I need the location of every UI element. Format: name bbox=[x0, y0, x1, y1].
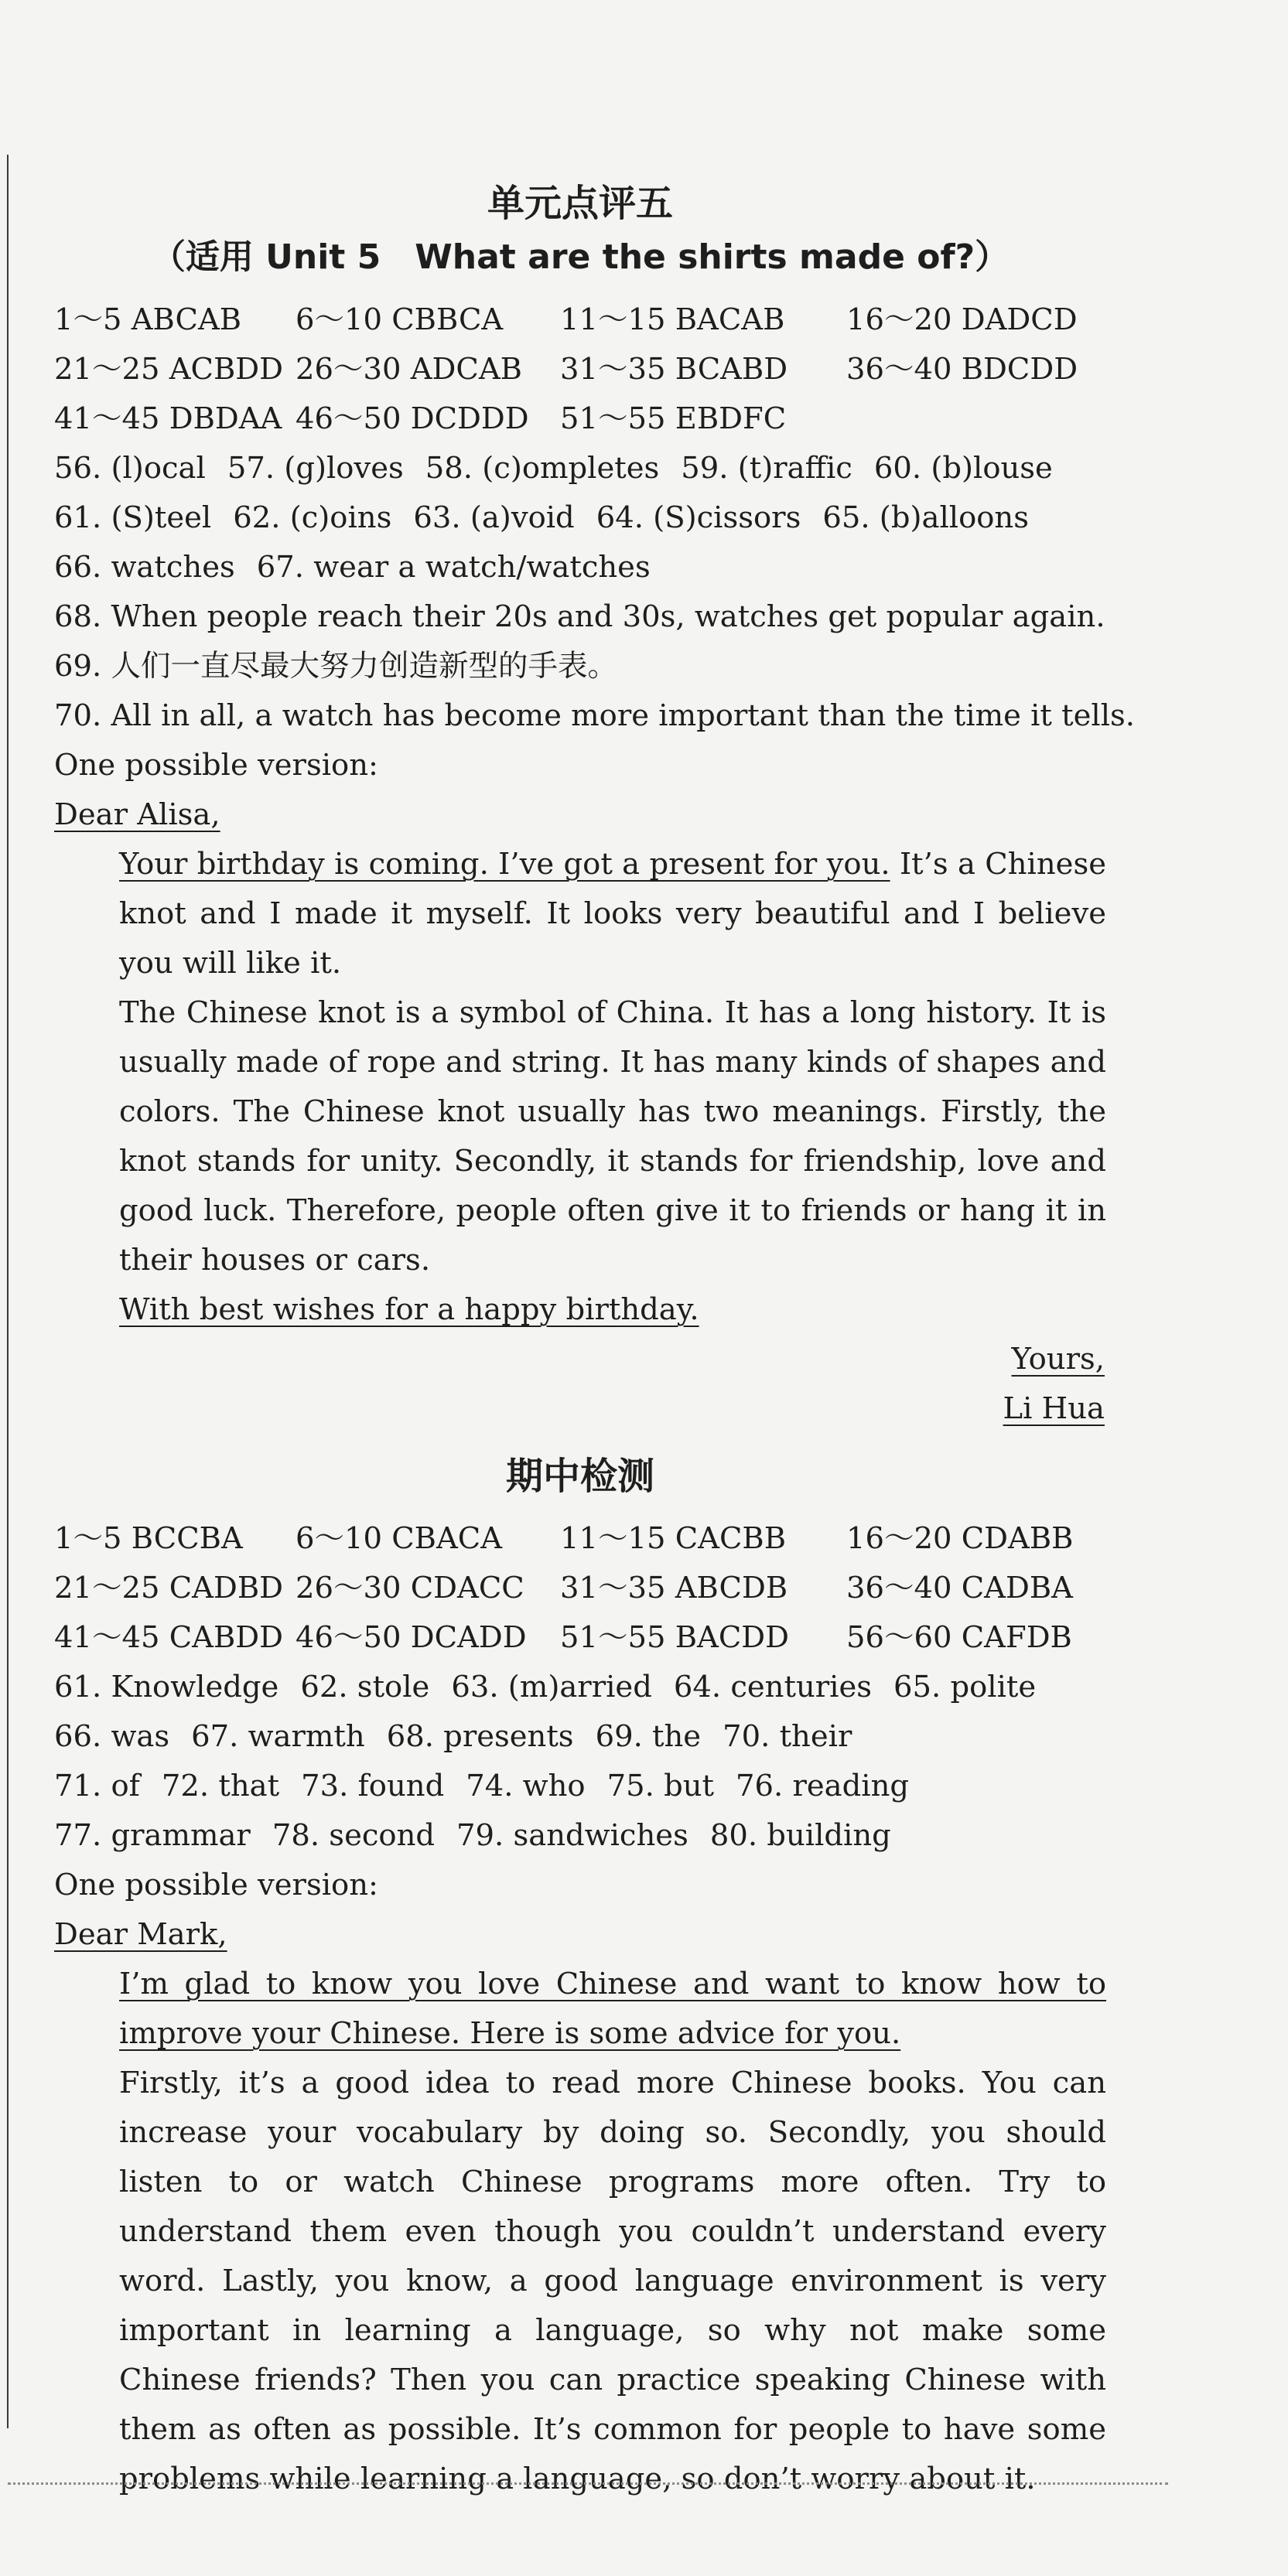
choice-answer: 6～10 CBBCA bbox=[296, 302, 504, 337]
choice-answer: 16～20 CDABB bbox=[846, 1521, 1074, 1556]
answer-70: 70. All in all, a watch has become more important than the time it tells. bbox=[54, 698, 1135, 733]
unit5-choice-row bbox=[54, 394, 1106, 444]
fill-answer: 58. (c)ompletes bbox=[425, 451, 660, 486]
choice-answer: 21～25 CADBD bbox=[54, 1571, 284, 1605]
midterm-fill-row bbox=[54, 1762, 1106, 1811]
fill-answer: 78. second bbox=[272, 1818, 436, 1853]
choice-answer: 26～30 ADCAB bbox=[296, 352, 522, 387]
version-label: One possible version: bbox=[54, 748, 378, 783]
fill-answer: 80. building bbox=[709, 1818, 891, 1853]
choice-answer: 6～10 CBACA bbox=[296, 1521, 503, 1556]
choice-answer: 41～45 DBDAA bbox=[54, 401, 282, 436]
midterm-choice-row bbox=[54, 1514, 1106, 1564]
closing-sentence: With best wishes for a happy birthday. bbox=[119, 1292, 699, 1327]
fill-answer: 79. sandwiches bbox=[456, 1818, 688, 1853]
fill-answer: 64. centuries bbox=[673, 1670, 872, 1704]
letter-paragraph-2: The Chinese knot is a symbol of China. It has a long history. It is usually made of rope and string. It has many kinds of shapes and colors. The Chinese knot usually has two meanings. Firstly, the knot stands for unity. Secondly, it stands for friendship, love and good luck. Therefore, people often give it to friends or hang it in their houses or cars. bbox=[119, 995, 1106, 1278]
fill-answer: 70. their bbox=[723, 1719, 852, 1754]
fill-answer: 69. the bbox=[595, 1719, 702, 1754]
paragraph-text: It’s a Chinese knot and I made it myself. It looks very beautiful and I believe you will like it. bbox=[119, 847, 1106, 981]
salutation-line bbox=[54, 1910, 1106, 1960]
fill-answer: 67. warmth bbox=[191, 1719, 365, 1754]
unit5-choice-row bbox=[54, 295, 1106, 345]
fill-answer: 74. who bbox=[466, 1769, 586, 1803]
answer-key-page bbox=[54, 170, 1135, 2504]
unit5-choice-row bbox=[54, 345, 1106, 394]
unit5-fill-row bbox=[54, 444, 1106, 493]
midterm-fill-row bbox=[54, 1712, 1106, 1762]
fill-answer: 71. of bbox=[54, 1769, 140, 1803]
letter-paragraph-1 bbox=[54, 840, 1106, 988]
fill-answer: 66. watches bbox=[54, 550, 235, 585]
fill-answer: 63. (a)void bbox=[413, 500, 575, 535]
fill-answer: 77. grammar bbox=[54, 1818, 251, 1853]
choice-answer: 1～5 ABCAB bbox=[54, 302, 242, 337]
sign-off: Yours, bbox=[1011, 1342, 1105, 1377]
opening-sentence: Your birthday is coming. I’ve got a present for you. bbox=[119, 847, 890, 882]
salutation: Dear Alisa, bbox=[54, 797, 220, 832]
choice-answer: 11～15 CACBB bbox=[560, 1521, 787, 1556]
answer-68: 68. When people reach their 20s and 30s, watches get popular again. bbox=[54, 599, 1105, 634]
fill-answer: 56. (l)ocal bbox=[54, 451, 206, 486]
unit5-title: 单元点评五 bbox=[487, 182, 673, 225]
opening-sentence: I’m glad to know you love Chinese and want to know how to improve your Chinese. Here is some advice for you. bbox=[119, 1967, 1106, 2051]
choice-answer: 51～55 EBDFC bbox=[560, 401, 787, 436]
fill-answer: 60. (b)louse bbox=[873, 451, 1053, 486]
fill-answer: 62. (c)oins bbox=[233, 500, 392, 535]
unit5-subtitle: （适用 Unit 5 What are the shirts made of?） bbox=[151, 237, 1010, 277]
fill-answer: 72. that bbox=[161, 1769, 280, 1803]
fill-answer: 59. (t)raffic bbox=[681, 451, 852, 486]
choice-answer: 36～40 BDCDD bbox=[846, 352, 1078, 387]
bottom-dotted-divider bbox=[8, 2482, 1168, 2485]
letter-paragraph-1 bbox=[54, 1960, 1106, 2059]
letter-paragraph-2: Firstly, it’s a good idea to read more Chinese books. You can increase your vocabulary by doing so. Secondly, you should listen to or watch Chinese programs more often. Try to understand them even though you couldn’t understand every word. Lastly, you know, a good language environment is very important in learning a language, so why not make some Chinese friends? Then you can practice speaking Chinese with them as often as possible. It’s common for people to have some problems while learning a language, so don’t worry about it. bbox=[119, 2066, 1106, 2496]
fill-answer: 61. Knowledge bbox=[54, 1670, 279, 1704]
choice-answer: 46～50 DCADD bbox=[296, 1620, 527, 1655]
midterm-title: 期中检测 bbox=[505, 1455, 654, 1498]
unit5-fill-row bbox=[54, 543, 1106, 592]
fill-answer: 63. (m)arried bbox=[451, 1670, 652, 1704]
midterm-fill-row bbox=[54, 1811, 1106, 1861]
fill-answer: 67. wear a watch/watches bbox=[256, 550, 651, 585]
signature-line bbox=[54, 1384, 1106, 1434]
fill-answer: 61. (S)teel bbox=[54, 500, 212, 535]
choice-answer: 36～40 CADBA bbox=[846, 1571, 1073, 1605]
choice-answer: 26～30 CDACC bbox=[296, 1571, 524, 1605]
choice-answer: 31～35 ABCDB bbox=[560, 1571, 788, 1605]
choice-answer: 46～50 DCDDD bbox=[296, 401, 529, 436]
sign-off-line bbox=[54, 1335, 1106, 1384]
answer-69: 69. 人们一直尽最大努力创造新型的手表。 bbox=[54, 649, 617, 684]
closing-line bbox=[54, 1285, 1106, 1335]
choice-answer: 31～35 BCABD bbox=[560, 352, 788, 387]
fill-answer: 62. stole bbox=[300, 1670, 430, 1704]
fill-answer: 66. was bbox=[54, 1719, 170, 1754]
fill-answer: 68. presents bbox=[386, 1719, 574, 1754]
midterm-choice-row bbox=[54, 1613, 1106, 1663]
fill-answer: 65. (b)alloons bbox=[822, 500, 1029, 535]
choice-answer: 11～15 BACAB bbox=[560, 302, 785, 337]
binding-margin-line bbox=[7, 155, 9, 2428]
choice-answer: 56～60 CAFDB bbox=[846, 1620, 1072, 1655]
choice-answer: 51～55 BACDD bbox=[560, 1620, 790, 1655]
version-label: One possible version: bbox=[54, 1868, 378, 1902]
midterm-fill-row bbox=[54, 1663, 1106, 1712]
signature: Li Hua bbox=[1003, 1391, 1105, 1426]
fill-answer: 57. (g)loves bbox=[227, 451, 404, 486]
choice-answer: 21～25 ACBDD bbox=[54, 352, 284, 387]
choice-answer: 16～20 DADCD bbox=[846, 302, 1078, 337]
fill-answer: 73. found bbox=[301, 1769, 445, 1803]
salutation-line bbox=[54, 790, 1106, 840]
choice-answer: 41～45 CABDD bbox=[54, 1620, 284, 1655]
fill-answer: 75. but bbox=[606, 1769, 715, 1803]
unit5-fill-row bbox=[54, 493, 1106, 543]
fill-answer: 76. reading bbox=[736, 1769, 910, 1803]
fill-answer: 65. polite bbox=[893, 1670, 1037, 1704]
midterm-choice-row bbox=[54, 1564, 1106, 1613]
choice-answer: 1～5 BCCBA bbox=[54, 1521, 243, 1556]
fill-answer: 64. (S)cissors bbox=[596, 500, 801, 535]
salutation: Dear Mark, bbox=[54, 1917, 227, 1952]
